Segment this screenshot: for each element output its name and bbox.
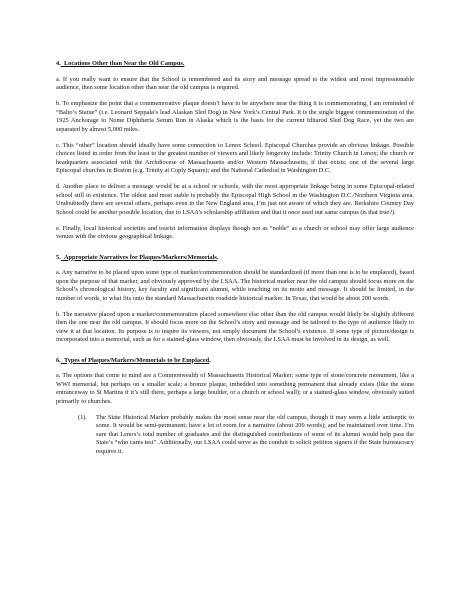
paragraph: c. This “other” location should ideally have some connection to Lenox School. Episcopal Churches provide an obvious linkage. Possible choices listed in order from the least to the greatest number of viewers and likely longevity include: Trinity Church in Lenox; the church or headquarters associated with the Archdiocese of Massachusetts and/or Western Massachusetts, if that exists; one of the several large Episcopal churches in Boston (e.g. Trinity at Coply Square); and the National Cathedral in Washington D.C. bbox=[56, 141, 414, 174]
paragraph: b. The narrative placed upon a marker/commemoration placed somewhere else other than the old campus would likely be slightly different then the one near the old campus. It should focus more on the School’s story and message and be tailored to the type of audience likely to view it at that location. Its purpose is to inspire its viewers, not simply document the School’s existence. If some type of picture/design is incorporated into a memorial, such as for a stained-glass window, then obviously, the LSAA must be involved in its design, as well. bbox=[56, 310, 414, 343]
paragraph: a. Any narrative to be placed upon some type of marker/commemoration should be standardized (if more than one is to be emplaced), based upon the purpose of that marker, and obviously approved by the LSAA. The historical marker near the old campus should focus more on the School’s chronological history, key faculty and significant alumni, while touching on its motto and message. It should be limited, in the number of words, to what fits onto the standard Massachusetts roadside historical marker. In Texas, that would be about 200 words. bbox=[56, 269, 414, 302]
paragraph: a. If you really want to ensure that the School is remembered and its story and message spread to the widest and most impressionable audience, then some location other than near the old campus is required. bbox=[56, 75, 414, 91]
section-number: 5. bbox=[56, 253, 61, 261]
section-title: Locations Other than Near the Old Campus. bbox=[63, 60, 185, 67]
section-6 bbox=[56, 357, 414, 457]
section-number: 4. bbox=[56, 60, 61, 67]
paragraph: d. Another place to deliver a message would be at a school or schools, with the most appropriate linkage being in some Episcopal-related school still in existence. The oldest and most stable is probably the Episcopal High School in the Washington D.C./Northern Virginia area. Undoubtedly there are several others, perhaps even in the New England area, I’m just not aware of which they are. Berkshire Country Day School could be another possible location, due to LSAA’s scholarship affiliation and that it once used our same campus (is that true?). bbox=[56, 183, 414, 216]
sub-item-text: The State Historical Marker probably makes the most sense near the old campus, though it may seem a little antiseptic to some. It would be semi-permanent; have a lot of room for a narrative (about 200 words); and be maintained over time. I’m sure that Lenox’s total number of graduates and the distinguished contributions of some of its alumni would help pass the State’s “who cares test”. Additionally, our LSAA could serve as the conduit to solicit petition signers if the State bureaucracy requires it. bbox=[96, 413, 414, 455]
paragraph: e. Finally, local historical societies and tourist information displays though not as “noble” as a church or school may offer large audience venues with the obvious geographical linkage. bbox=[56, 224, 414, 240]
section-heading: 5. Appropriate Narratives for Plaques/Markers/Memorials. bbox=[56, 253, 219, 261]
section-5 bbox=[56, 254, 414, 345]
paragraph: a. The options that come to mind are a Commonwealth of Massachusetts Historical Marker; some type of stone/concrete monument, like a WWI memorial, but perhaps on a smaller scale; a bronze plaque, imbedded into something permanent that already exists (like the stone entranceway to St Martins if it’s still there, perhaps a large boulder, or a church or school wall); or a stained-glass window, obviously suited primarily to churches. bbox=[56, 372, 414, 405]
section-title: Appropriate Narratives for Plaques/Markers/Memorials bbox=[63, 253, 217, 261]
section-heading bbox=[56, 60, 414, 69]
section-title: Types of Plaques/Markers/Memorials to be Emplaced bbox=[63, 356, 210, 364]
section-number: 6. bbox=[56, 356, 61, 364]
sub-item bbox=[78, 414, 414, 457]
paragraph: b. To emphasize the point that a commemorative plaque doesn’t have to be anywhere near the thing it is commemorating, I am reminded of “Balto’s Statue” (i.e. Leonard Seppala’s lead Alaskan Sled Dog) in New York’s Central Park. It is the single biggest commemoration of the 1925 Anchorage to Nome Diphtheria Serum Run in Alaska which is the basis for the current Iditarod Sled Dog Race, yet the two are separated by almost 5,000 miles. bbox=[56, 100, 414, 133]
section-4 bbox=[56, 60, 414, 242]
section-heading: 6. Types of Plaques/Markers/Memorials to be Emplaced. bbox=[56, 356, 211, 364]
sub-item-marker: (1). bbox=[78, 413, 87, 421]
